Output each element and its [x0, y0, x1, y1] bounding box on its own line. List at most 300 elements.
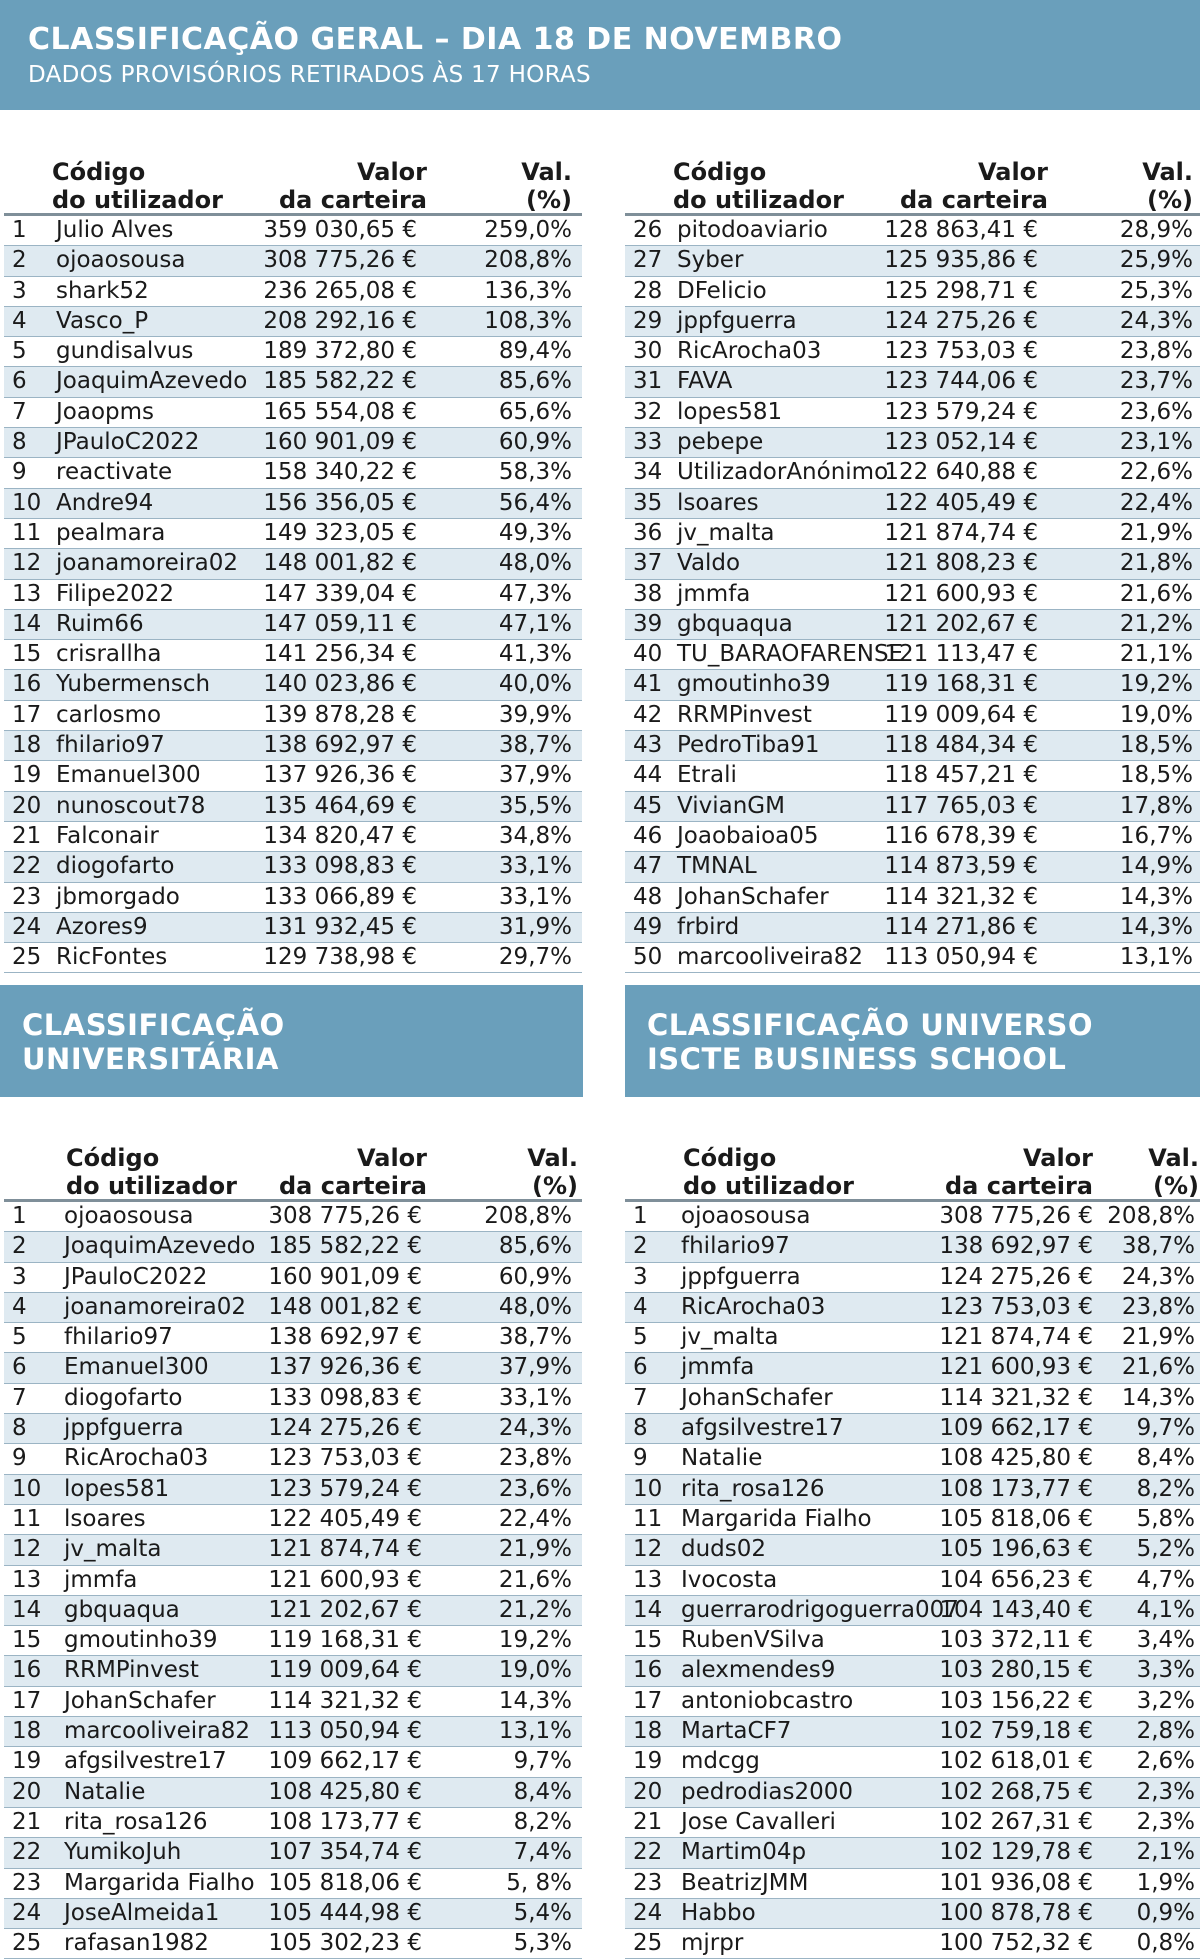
- portfolio-value-cell: 135 464,69 €: [263, 792, 417, 819]
- column-header-code: [683, 1144, 854, 1200]
- table-row: [4, 1263, 582, 1293]
- portfolio-value-cell: 113 050,94 €: [268, 1718, 422, 1745]
- portfolio-value-cell: 104 656,23 €: [939, 1566, 1093, 1593]
- valuation-pct-cell: 22,6%: [1119, 459, 1193, 486]
- column-header-pct-line: Val.: [521, 158, 572, 186]
- user-code-cell: pealmara: [56, 519, 166, 546]
- table-row: [625, 701, 1200, 731]
- user-code-cell: BeatrizJMM: [681, 1869, 809, 1896]
- column-header-pct-line: Val.: [1142, 158, 1193, 186]
- portfolio-value-cell: 133 098,83 €: [263, 853, 417, 880]
- table-row: [4, 1384, 582, 1414]
- iscte-title-line2: ISCTE BUSINESS SCHOOL: [647, 1042, 1067, 1076]
- rank-cell: 18: [633, 1718, 663, 1745]
- table-row: [4, 1202, 582, 1232]
- valuation-pct-cell: 5,4%: [513, 1899, 572, 1926]
- rank-cell: 40: [633, 641, 663, 668]
- table-row: [4, 640, 582, 670]
- table-row: [625, 1505, 1200, 1535]
- user-code-cell: Etrali: [677, 762, 737, 789]
- iscte-title-line1: CLASSIFICAÇÃO UNIVERSO: [647, 1008, 1093, 1042]
- column-header-value-line: Valor: [356, 1144, 427, 1172]
- valuation-pct-cell: 21,1%: [1119, 641, 1193, 668]
- table-row: [4, 792, 582, 822]
- portfolio-value-cell: 208 292,16 €: [263, 307, 417, 334]
- rank-cell: 13: [633, 1566, 663, 1593]
- table-row: [4, 1475, 582, 1505]
- table-row: [4, 367, 582, 397]
- table-row: [625, 1566, 1200, 1596]
- portfolio-value-cell: 158 340,22 €: [263, 459, 417, 486]
- user-code-cell: rita_rosa126: [64, 1808, 208, 1835]
- valuation-pct-cell: 14,3%: [1119, 913, 1193, 940]
- rank-cell: 15: [12, 1627, 42, 1654]
- table-row: [4, 1626, 582, 1656]
- rank-cell: 38: [633, 580, 663, 607]
- table-row: [4, 428, 582, 458]
- user-code-cell: gundisalvus: [56, 338, 194, 365]
- user-code-cell: rafasan1982: [64, 1930, 209, 1957]
- user-code-cell: mdcgg: [681, 1748, 760, 1775]
- valuation-pct-cell: 56,4%: [498, 489, 572, 516]
- rank-cell: 22: [12, 853, 42, 880]
- user-code-cell: Ivocosta: [681, 1566, 778, 1593]
- column-header-value-line: Valor: [977, 158, 1048, 186]
- valuation-pct-cell: 0,8%: [1136, 1930, 1195, 1957]
- valuation-pct-cell: 2,3%: [1136, 1808, 1195, 1835]
- user-code-cell: MartaCF7: [681, 1718, 792, 1745]
- rank-cell: 10: [633, 1475, 663, 1502]
- valuation-pct-cell: 13,1%: [498, 1718, 572, 1745]
- valuation-pct-cell: 33,1%: [498, 853, 572, 880]
- portfolio-value-cell: 102 129,78 €: [939, 1839, 1093, 1866]
- table-row: [625, 1323, 1200, 1353]
- valuation-pct-cell: 14,9%: [1119, 853, 1193, 880]
- portfolio-value-cell: 185 582,22 €: [263, 368, 417, 395]
- rank-cell: 46: [633, 822, 663, 849]
- valuation-pct-cell: 14,3%: [498, 1687, 572, 1714]
- user-code-cell: afgsilvestre17: [64, 1748, 227, 1775]
- column-header-code-line: Código: [52, 158, 146, 186]
- rank-cell: 27: [633, 247, 663, 274]
- column-header-pct-line: Val.: [1148, 1144, 1199, 1172]
- column-header-code: [673, 158, 844, 214]
- column-header-pct-line: (%): [1147, 186, 1193, 214]
- table-row: [625, 792, 1200, 822]
- user-code-cell: jmmfa: [681, 1354, 755, 1381]
- rank-cell: 13: [12, 580, 42, 607]
- table-row: [4, 1838, 582, 1868]
- valuation-pct-cell: 35,5%: [498, 792, 572, 819]
- user-code-cell: shark52: [56, 277, 149, 304]
- rank-cell: 3: [12, 1263, 27, 1290]
- valuation-pct-cell: 19,0%: [1119, 701, 1193, 728]
- rank-cell: 23: [633, 1869, 663, 1896]
- table-row: [4, 580, 582, 610]
- valuation-pct-cell: 0,9%: [1136, 1899, 1195, 1926]
- valuation-pct-cell: 8,4%: [513, 1778, 572, 1805]
- user-code-cell: JoseAlmeida1: [64, 1899, 220, 1926]
- table-row: [625, 337, 1200, 367]
- valuation-pct-cell: 21,9%: [1121, 1324, 1195, 1351]
- valuation-pct-cell: 17,8%: [1119, 792, 1193, 819]
- valuation-pct-cell: 3,3%: [1136, 1657, 1195, 1684]
- user-code-cell: RicFontes: [56, 944, 168, 971]
- user-code-cell: Natalie: [681, 1445, 763, 1472]
- main-header-banner: [0, 0, 1200, 110]
- portfolio-value-cell: 148 001,82 €: [263, 550, 417, 577]
- table-row: [4, 458, 582, 488]
- user-code-cell: pedrodias2000: [681, 1778, 853, 1805]
- user-code-cell: jv_malta: [681, 1324, 779, 1351]
- valuation-pct-cell: 23,7%: [1119, 368, 1193, 395]
- user-code-cell: gmoutinho39: [64, 1627, 218, 1654]
- rank-cell: 16: [12, 1657, 42, 1684]
- table-row: [625, 1535, 1200, 1565]
- table-row: [625, 367, 1200, 397]
- portfolio-value-cell: 103 372,11 €: [939, 1627, 1093, 1654]
- user-code-cell: TMNAL: [677, 853, 757, 880]
- user-code-cell: RicArocha03: [681, 1293, 826, 1320]
- valuation-pct-cell: 28,9%: [1119, 217, 1193, 243]
- rank-cell: 16: [12, 671, 42, 698]
- table-row: [625, 1384, 1200, 1414]
- table-row: [625, 1899, 1200, 1929]
- rank-cell: 15: [633, 1627, 663, 1654]
- rank-cell: 41: [633, 671, 663, 698]
- rank-cell: 9: [12, 459, 27, 486]
- table-row: [625, 822, 1200, 852]
- rank-cell: 5: [12, 1324, 27, 1351]
- user-code-cell: JPauloC2022: [56, 429, 200, 456]
- rank-cell: 10: [12, 1475, 42, 1502]
- user-code-cell: diogofarto: [56, 853, 175, 880]
- portfolio-value-cell: 119 168,31 €: [884, 671, 1038, 698]
- column-header-code-line: Código: [673, 158, 767, 186]
- valuation-pct-cell: 108,3%: [484, 307, 572, 334]
- user-code-cell: mjrpr: [681, 1930, 744, 1957]
- valuation-pct-cell: 24,3%: [1121, 1263, 1195, 1290]
- portfolio-value-cell: 116 678,39 €: [884, 822, 1038, 849]
- valuation-pct-cell: 37,9%: [498, 1354, 572, 1381]
- main-title: CLASSIFICAÇÃO GERAL – DIA 18 DE NOVEMBRO: [28, 22, 843, 57]
- valuation-pct-cell: 21,9%: [1119, 519, 1193, 546]
- user-code-cell: ojoaosousa: [64, 1203, 194, 1229]
- valuation-pct-cell: 8,2%: [513, 1808, 572, 1835]
- table-row: [625, 1293, 1200, 1323]
- rank-cell: 34: [633, 459, 663, 486]
- table-row: [4, 1778, 582, 1808]
- portfolio-value-cell: 165 554,08 €: [263, 398, 417, 425]
- valuation-pct-cell: 8,4%: [1136, 1445, 1195, 1472]
- portfolio-value-cell: 160 901,09 €: [268, 1263, 422, 1290]
- portfolio-value-cell: 124 275,26 €: [884, 307, 1038, 334]
- portfolio-value-cell: 123 579,24 €: [268, 1475, 422, 1502]
- table-row: [625, 489, 1200, 519]
- table-row: [625, 1202, 1200, 1232]
- user-code-cell: Vasco_P: [56, 307, 149, 334]
- valuation-pct-cell: 25,9%: [1119, 247, 1193, 274]
- portfolio-value-cell: 137 926,36 €: [268, 1354, 422, 1381]
- valuation-pct-cell: 25,3%: [1119, 277, 1193, 304]
- portfolio-value-cell: 105 444,98 €: [268, 1899, 422, 1926]
- user-code-cell: PedroTiba91: [677, 732, 820, 759]
- portfolio-value-cell: 119 009,64 €: [268, 1657, 422, 1684]
- portfolio-value-cell: 117 765,03 €: [884, 792, 1038, 819]
- rank-cell: 39: [633, 610, 663, 637]
- portfolio-value-cell: 189 372,80 €: [263, 338, 417, 365]
- column-header-code-line: do utilizador: [683, 1172, 854, 1200]
- rank-cell: 12: [12, 550, 42, 577]
- rank-cell: 30: [633, 338, 663, 365]
- portfolio-value-cell: 121 202,67 €: [268, 1596, 422, 1623]
- valuation-pct-cell: 23,8%: [1121, 1293, 1195, 1320]
- rank-cell: 23: [12, 1869, 42, 1896]
- rank-cell: 14: [12, 610, 42, 637]
- user-code-cell: gbquaqua: [677, 610, 793, 637]
- table-row: [4, 1717, 582, 1747]
- portfolio-value-cell: 118 457,21 €: [884, 762, 1038, 789]
- portfolio-value-cell: 141 256,34 €: [263, 641, 417, 668]
- valuation-pct-cell: 41,3%: [498, 641, 572, 668]
- user-code-cell: Yubermensch: [56, 671, 211, 698]
- user-code-cell: guerrarodrigoguerra007: [681, 1596, 959, 1623]
- valuation-pct-cell: 1,9%: [1136, 1869, 1195, 1896]
- column-header-pct-line: Val.: [527, 1144, 578, 1172]
- table-row: [4, 398, 582, 428]
- user-code-cell: RicArocha03: [677, 338, 822, 365]
- valuation-pct-cell: 37,9%: [498, 762, 572, 789]
- portfolio-value-cell: 123 753,03 €: [884, 338, 1038, 365]
- valuation-pct-cell: 21,6%: [1119, 580, 1193, 607]
- table-row: [4, 1353, 582, 1383]
- portfolio-value-cell: 108 425,80 €: [268, 1778, 422, 1805]
- portfolio-value-cell: 359 030,65 €: [263, 217, 417, 243]
- universitaria-ranking-table: [4, 1122, 582, 1959]
- user-code-cell: rita_rosa126: [681, 1475, 825, 1502]
- valuation-pct-cell: 9,7%: [513, 1748, 572, 1775]
- portfolio-value-cell: 138 692,97 €: [263, 732, 417, 759]
- rank-cell: 4: [12, 307, 27, 334]
- column-header-value-line: Valor: [356, 158, 427, 186]
- rank-cell: 5: [633, 1324, 648, 1351]
- portfolio-value-cell: 124 275,26 €: [939, 1263, 1093, 1290]
- rank-cell: 29: [633, 307, 663, 334]
- user-code-cell: jmmfa: [64, 1566, 138, 1593]
- rank-cell: 20: [12, 1778, 42, 1805]
- portfolio-value-cell: 124 275,26 €: [268, 1415, 422, 1442]
- portfolio-value-cell: 113 050,94 €: [884, 944, 1038, 971]
- valuation-pct-cell: 49,3%: [498, 519, 572, 546]
- table-row: [4, 1929, 582, 1959]
- user-code-cell: Joaobaioa05: [677, 822, 819, 849]
- table-row: [625, 610, 1200, 640]
- user-code-cell: antoniobcastro: [681, 1687, 854, 1714]
- rank-cell: 1: [633, 1203, 648, 1229]
- portfolio-value-cell: 121 600,93 €: [939, 1354, 1093, 1381]
- user-code-cell: nunoscout78: [56, 792, 206, 819]
- portfolio-value-cell: 114 321,32 €: [884, 883, 1038, 910]
- column-header-pct: [1142, 158, 1193, 214]
- table-row: [4, 549, 582, 579]
- rank-cell: 11: [12, 1505, 42, 1532]
- table-row: [625, 549, 1200, 579]
- rank-cell: 2: [12, 247, 27, 274]
- portfolio-value-cell: 108 173,77 €: [939, 1475, 1093, 1502]
- rank-cell: 11: [633, 1505, 663, 1532]
- user-code-cell: Valdo: [677, 550, 741, 577]
- column-header-value-line: Valor: [1022, 1144, 1093, 1172]
- rank-cell: 42: [633, 701, 663, 728]
- table-row: [625, 913, 1200, 943]
- table-row: [625, 1232, 1200, 1262]
- rank-cell: 3: [633, 1263, 648, 1290]
- user-code-cell: Martim04p: [681, 1839, 807, 1866]
- valuation-pct-cell: 40,0%: [498, 671, 572, 698]
- user-code-cell: lsoares: [677, 489, 759, 516]
- portfolio-value-cell: 139 878,28 €: [263, 701, 417, 728]
- valuation-pct-cell: 21,2%: [1119, 610, 1193, 637]
- rank-cell: 19: [12, 1748, 42, 1775]
- universitaria-title-line1: CLASSIFICAÇÃO: [22, 1008, 285, 1042]
- valuation-pct-cell: 39,9%: [498, 701, 572, 728]
- rank-cell: 7: [12, 1384, 27, 1411]
- user-code-cell: Jose Cavalleri: [681, 1808, 836, 1835]
- table-row: [4, 1535, 582, 1565]
- table-row: [4, 1656, 582, 1686]
- rank-cell: 31: [633, 368, 663, 395]
- user-code-cell: Joaopms: [56, 398, 155, 425]
- portfolio-value-cell: 236 265,08 €: [263, 277, 417, 304]
- portfolio-value-cell: 121 600,93 €: [884, 580, 1038, 607]
- portfolio-value-cell: 133 066,89 €: [263, 883, 417, 910]
- column-header-value: [945, 1144, 1093, 1200]
- user-code-cell: jbmorgado: [56, 883, 180, 910]
- portfolio-value-cell: 105 302,23 €: [268, 1930, 422, 1957]
- valuation-pct-cell: 31,9%: [498, 913, 572, 940]
- user-code-cell: jppfguerra: [64, 1415, 184, 1442]
- portfolio-value-cell: 109 662,17 €: [268, 1748, 422, 1775]
- table-header: [4, 136, 582, 216]
- valuation-pct-cell: 18,5%: [1119, 762, 1193, 789]
- rank-cell: 23: [12, 883, 42, 910]
- rank-cell: 8: [12, 1415, 27, 1442]
- table-row: [4, 701, 582, 731]
- rank-cell: 19: [633, 1748, 663, 1775]
- user-code-cell: fhilario97: [64, 1324, 173, 1351]
- valuation-pct-cell: 5,2%: [1136, 1536, 1195, 1563]
- portfolio-value-cell: 129 738,98 €: [263, 944, 417, 971]
- user-code-cell: jppfguerra: [677, 307, 797, 334]
- portfolio-value-cell: 123 744,06 €: [884, 368, 1038, 395]
- user-code-cell: frbird: [677, 913, 740, 940]
- valuation-pct-cell: 38,7%: [498, 1324, 572, 1351]
- table-row: [4, 610, 582, 640]
- table-row: [625, 761, 1200, 791]
- column-header-code-line: Código: [683, 1144, 777, 1172]
- table-row: [625, 1717, 1200, 1747]
- valuation-pct-cell: 19,2%: [1119, 671, 1193, 698]
- table-row: [625, 1263, 1200, 1293]
- user-code-cell: diogofarto: [64, 1384, 183, 1411]
- valuation-pct-cell: 60,9%: [498, 1263, 572, 1290]
- portfolio-value-cell: 308 775,26 €: [268, 1203, 422, 1229]
- valuation-pct-cell: 33,1%: [498, 1384, 572, 1411]
- user-code-cell: Natalie: [64, 1778, 146, 1805]
- table-row: [4, 246, 582, 276]
- portfolio-value-cell: 108 425,80 €: [939, 1445, 1093, 1472]
- portfolio-value-cell: 118 484,34 €: [884, 732, 1038, 759]
- table-row: [625, 1808, 1200, 1838]
- user-code-cell: UtilizadorAnónimo: [677, 459, 889, 486]
- user-code-cell: Emanuel300: [56, 762, 201, 789]
- portfolio-value-cell: 185 582,22 €: [268, 1233, 422, 1260]
- user-code-cell: ojoaosousa: [681, 1203, 811, 1229]
- table-row: [4, 1687, 582, 1717]
- rank-cell: 1: [12, 217, 27, 243]
- portfolio-value-cell: 149 323,05 €: [263, 519, 417, 546]
- valuation-pct-cell: 208,8%: [1107, 1203, 1195, 1229]
- rank-cell: 6: [633, 1354, 648, 1381]
- valuation-pct-cell: 19,2%: [498, 1627, 572, 1654]
- valuation-pct-cell: 4,1%: [1136, 1596, 1195, 1623]
- rank-cell: 47: [633, 853, 663, 880]
- table-row: [4, 852, 582, 882]
- rank-cell: 24: [633, 1899, 663, 1926]
- portfolio-value-cell: 100 752,32 €: [939, 1930, 1093, 1957]
- user-code-cell: JohanSchafer: [681, 1384, 833, 1411]
- rank-cell: 21: [12, 1808, 42, 1835]
- user-code-cell: fhilario97: [681, 1233, 790, 1260]
- table-row: [4, 216, 582, 246]
- user-code-cell: JoaquimAzevedo: [64, 1233, 256, 1260]
- column-header-value: [900, 158, 1048, 214]
- valuation-pct-cell: 23,8%: [1119, 338, 1193, 365]
- table-row: [625, 1869, 1200, 1899]
- column-header-pct-line: (%): [1153, 1172, 1199, 1200]
- user-code-cell: Emanuel300: [64, 1354, 209, 1381]
- table-row: [625, 1626, 1200, 1656]
- portfolio-value-cell: 102 618,01 €: [939, 1748, 1093, 1775]
- rank-cell: 18: [12, 1718, 42, 1745]
- universitaria-title-line2: UNIVERSITÁRIA: [22, 1042, 279, 1076]
- table-row: [4, 337, 582, 367]
- user-code-cell: alexmendes9: [681, 1657, 836, 1684]
- portfolio-value-cell: 121 202,67 €: [884, 610, 1038, 637]
- valuation-pct-cell: 85,6%: [498, 368, 572, 395]
- rank-cell: 9: [12, 1445, 27, 1472]
- valuation-pct-cell: 65,6%: [498, 398, 572, 425]
- portfolio-value-cell: 137 926,36 €: [263, 762, 417, 789]
- user-code-cell: Filipe2022: [56, 580, 175, 607]
- user-code-cell: JPauloC2022: [64, 1263, 208, 1290]
- portfolio-value-cell: 134 820,47 €: [263, 822, 417, 849]
- table-row: [625, 307, 1200, 337]
- user-code-cell: TU_BARAOFARENSE: [677, 641, 904, 668]
- valuation-pct-cell: 19,0%: [498, 1657, 572, 1684]
- portfolio-value-cell: 121 113,47 €: [884, 641, 1038, 668]
- portfolio-value-cell: 114 873,59 €: [884, 853, 1038, 880]
- rank-cell: 3: [12, 277, 27, 304]
- valuation-pct-cell: 3,4%: [1136, 1627, 1195, 1654]
- user-code-cell: fhilario97: [56, 732, 165, 759]
- portfolio-value-cell: 105 818,06 €: [939, 1505, 1093, 1532]
- rank-cell: 21: [12, 822, 42, 849]
- valuation-pct-cell: 7,4%: [513, 1839, 572, 1866]
- valuation-pct-cell: 21,6%: [498, 1566, 572, 1593]
- rank-cell: 16: [633, 1657, 663, 1684]
- user-code-cell: lopes581: [677, 398, 783, 425]
